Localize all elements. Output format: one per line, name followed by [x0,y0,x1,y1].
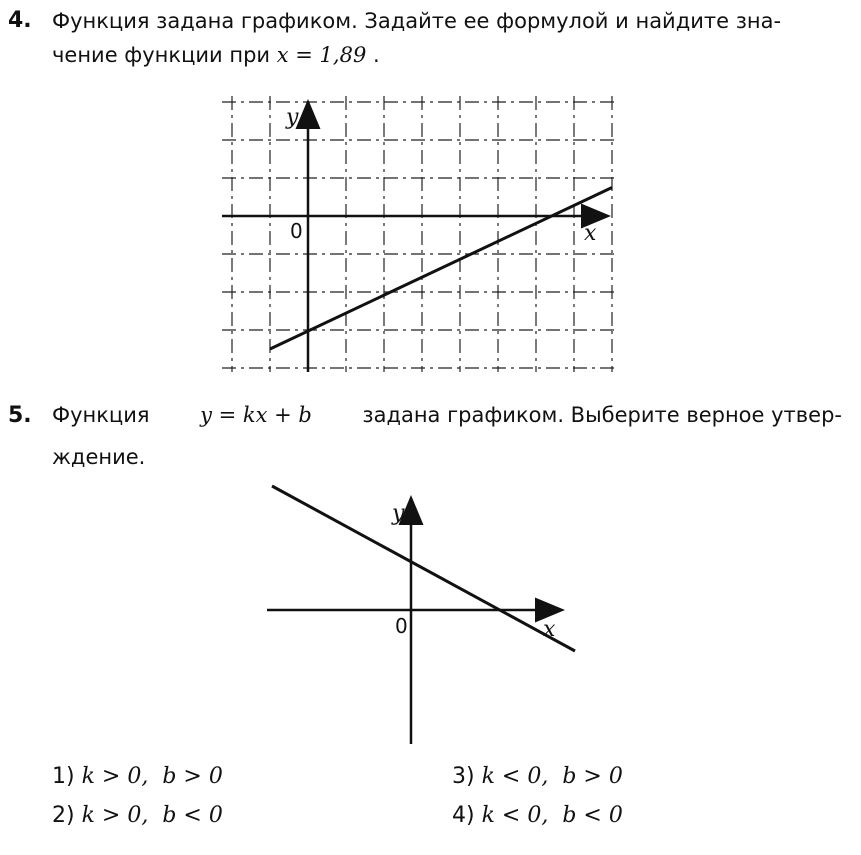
problem-4-period: . [373,43,380,67]
option-4-expr: k < 0, b < 0 [481,803,623,828]
problem-4-number: 4. [8,8,32,33]
problem-4-line-1: Функция задана графиком. Задайте ее формулой и найдите зна- [52,9,782,33]
problem-5-origin-label: 0 [395,614,408,638]
problem-4-origin-label: 0 [290,219,303,243]
problem-5-word-function: Функция [52,403,150,427]
option-2[interactable] [52,803,223,828]
problem-5-y-label: y [392,501,405,526]
problem-5-formula: y = kx + b [200,403,312,427]
option-2-number: 2) [52,803,75,828]
option-4[interactable] [452,803,623,828]
problem-5-function-line [272,486,575,651]
option-1-number: 1) [52,764,75,789]
option-3-number: 3) [452,764,475,789]
problem-5-line-2: ждение. [52,445,146,469]
problem-4-y-label: y [286,105,299,130]
problem-4-line-2-prefix: чение функции при [52,43,271,67]
problem-5-line-1-rest: задана графиком. Выберите верное утвер- [362,403,842,427]
option-3-expr: k < 0, b > 0 [481,764,623,789]
problem-5-number: 5. [8,403,32,428]
problem-4-x-value: x = 1,89 [276,43,367,67]
option-4-number: 4) [452,803,475,828]
problem-5-x-label: x [543,617,556,642]
option-1-expr: k > 0, b > 0 [81,764,223,789]
option-2-expr: k > 0, b < 0 [81,803,223,828]
option-1[interactable] [52,764,223,789]
problem-4-x-label: x [584,221,597,246]
option-3[interactable] [452,764,623,789]
